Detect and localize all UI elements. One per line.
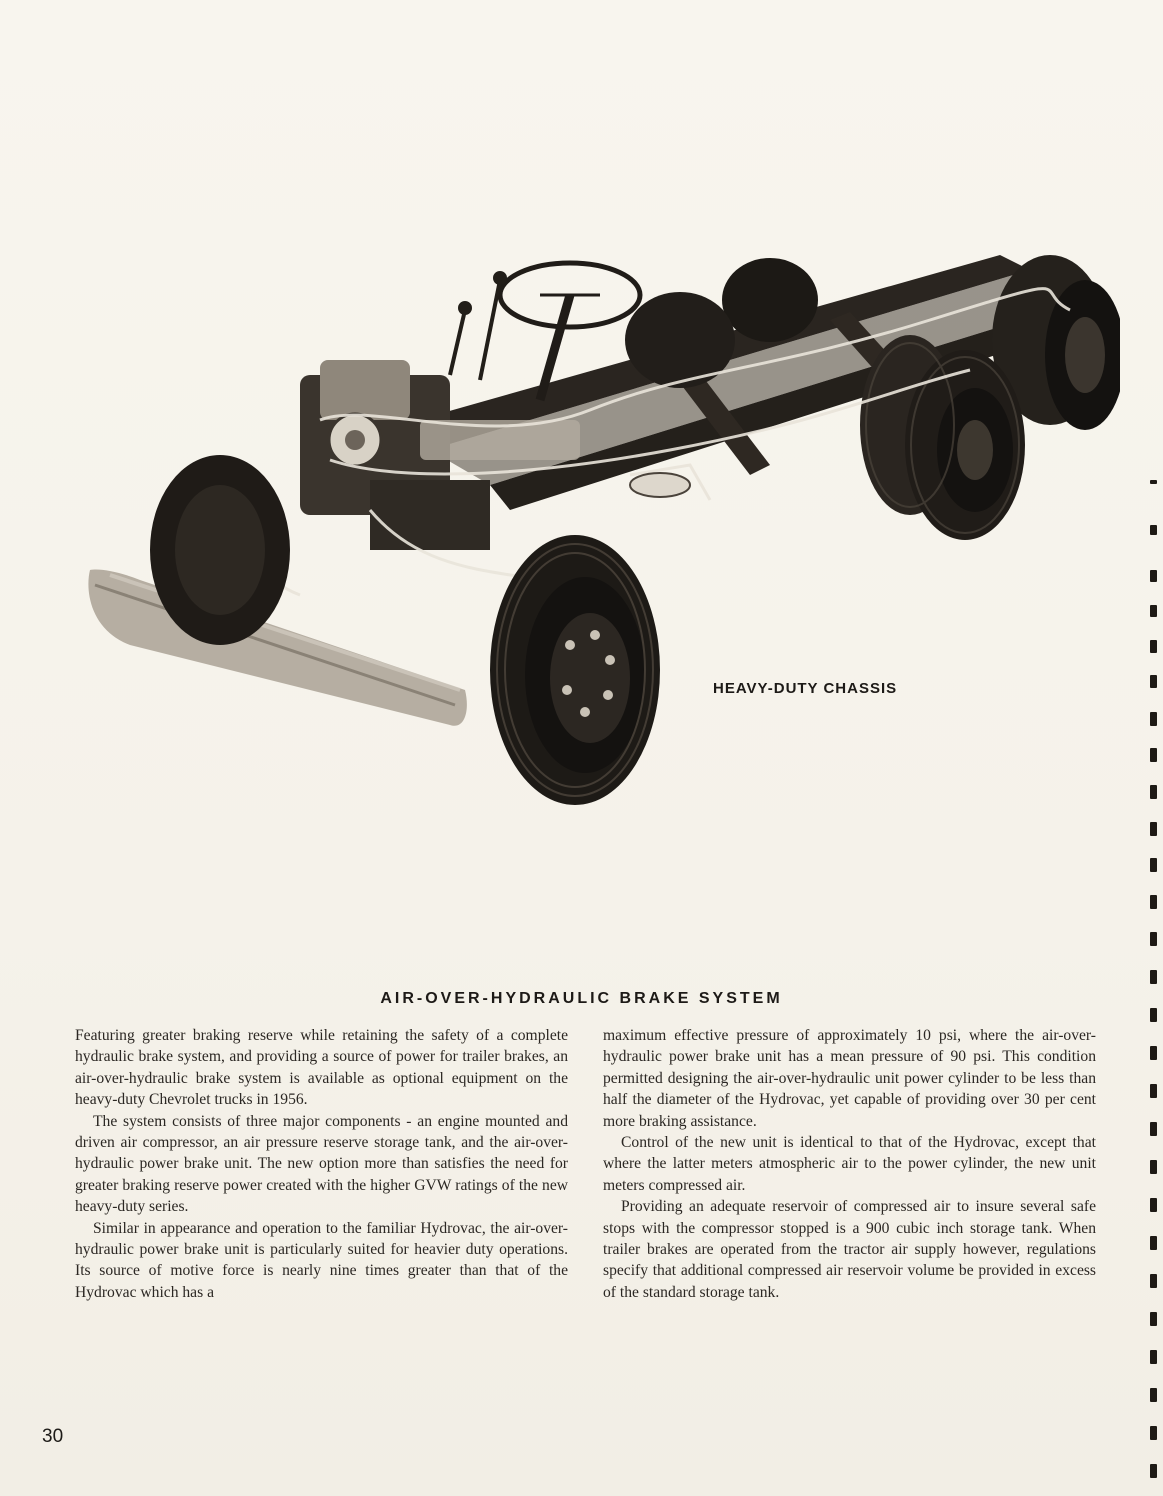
paragraph: maximum effective pressure of approximately 10 psi, where the air-over-hydraulic power brake unit has a mean pressure of 90 psi. This condition permitted designing the air-over-hydraulic unit power cylinder to be less than half the diameter of the Hydrovac, yet capable of providing over 30 per cent more braking assistance. [603, 1027, 1096, 1130]
left-column [75, 1025, 568, 1303]
paragraph: Control of the new unit is identical to that of the Hydrovac, except that where the latter meters atmospheric air to the power cylinder, the new unit meters compressed air. [603, 1134, 1096, 1194]
paragraph: The system consists of three major components - an engine mounted and driven air compressor, an air pressure reserve storage tank, and the air-over-hydraulic power brake unit. The new option more than satisfies the need for greater braking reserve power created with the higher GVW ratings of the new heavy-duty series. [75, 1112, 568, 1216]
right-column [603, 1025, 1096, 1303]
page-number: 30 [42, 1426, 64, 1447]
paragraph: Providing an adequate reservoir of compressed air to insure several safe stops with the compressor stopped is a 900 cubic inch storage tank. When trailer brakes are operated from the tractor air supply however, regulations specify that additional compressed air reservoir volume be provided in excess of the standard storage tank. [603, 1198, 1096, 1301]
air-compressor [630, 473, 690, 497]
front-right-wheel [490, 535, 660, 805]
chassis-photo [70, 250, 1120, 810]
spiral-binding [1145, 480, 1163, 1496]
section-heading: AIR-OVER-HYDRAULIC BRAKE SYSTEM [380, 990, 783, 1007]
figure-caption: HEAVY-DUTY CHASSIS [713, 680, 898, 697]
front-left-wheel [150, 455, 290, 645]
paragraph: Similar in appearance and operation to the familiar Hydrovac, the air-over-hydraulic power brake unit is particularly suited for heavier duty operations. Its source of motive force is nearly nine times greater than that of the Hydrovac which has a [75, 1219, 568, 1301]
paragraph: Featuring greater braking reserve while retaining the safety of a complete hydraulic brake system, and providing a source of power for trailer brakes, an air-over-hydraulic brake system is available as optional equipment on the heavy-duty Chevrolet trucks in 1956. [75, 1027, 568, 1109]
shift-levers [450, 273, 505, 380]
